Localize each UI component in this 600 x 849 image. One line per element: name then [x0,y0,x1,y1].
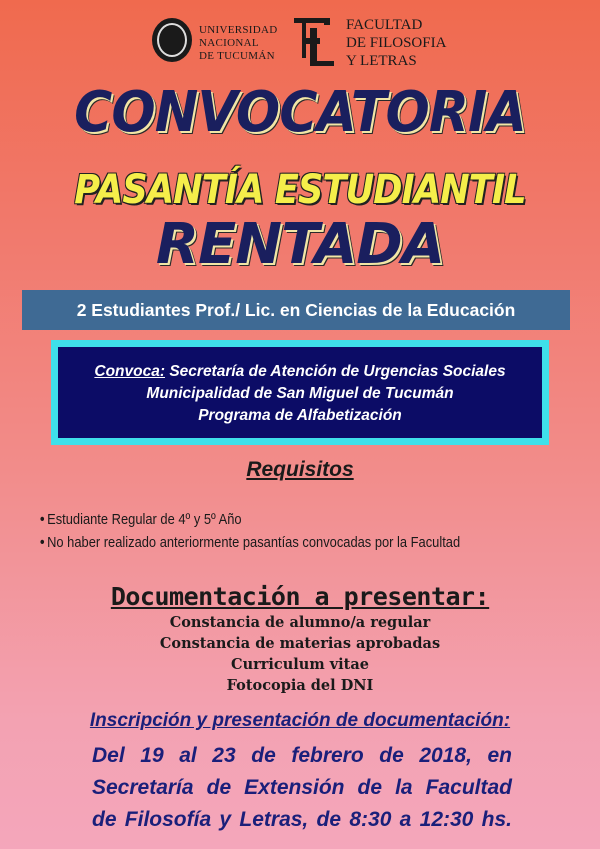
list-item [40,531,460,554]
faculty-name [346,16,446,70]
documentacion-list [0,612,600,696]
faculty-name-line: DE FILOSOFIA [346,35,447,51]
list-item-text: No haber realizado anteriormente pasantías convocadas por la Facultad [47,534,461,551]
convoca-line-3: Programa de Alfabetización [198,407,402,424]
inscripcion-line: de Filosofía y Letras, de 8:30 a 12:30 hs. [92,808,512,831]
documentacion-heading: Documentación a presentar: [110,582,490,611]
bullet-icon: • [40,534,45,551]
university-name-line: DE TUCUMÁN [199,50,275,62]
list-item: Constancia de materias aprobadas [159,635,441,652]
university-seal-icon [152,18,192,62]
requisitos-heading: Requisitos [246,458,354,481]
list-item-text: Estudiante Regular de 4º y 5º Año [47,511,242,528]
convoca-box-inner [58,347,542,438]
requisitos-list [40,508,529,554]
inscripcion-line: Del 19 al 23 de febrero de 2018, en [92,744,512,767]
list-item [40,508,460,531]
convoca-line-1 [58,361,542,383]
title-rentada: RENTADA [155,212,445,277]
inscripcion-details [92,740,512,836]
convoca-label: Convoca: [94,363,166,380]
inscripcion-line: Secretaría de Extensión de la Facultad [92,776,512,799]
list-item: Constancia de alumno/a regular [169,614,431,631]
bullet-icon: • [40,511,45,528]
university-name-line: NACIONAL [199,37,259,49]
ffyl-monogram-icon [290,14,338,70]
convoca-box [51,340,549,445]
convoca-organization: Secretaría de Atención de Urgencias Sociales [169,363,506,380]
inscripcion-heading: Inscripción y presentación de documentación: [89,710,511,731]
university-name [199,24,289,63]
positions-banner: 2 Estudiantes Prof./ Lic. en Ciencias de la Educación [22,290,570,330]
list-item: Curriculum vitae [231,656,369,673]
convoca-line-2: Municipalidad de San Miguel de Tucumán [146,385,454,402]
university-name-line: UNIVERSIDAD [199,24,278,36]
faculty-name-line: FACULTAD [346,17,423,33]
title-pasantia: PASANTÍA ESTUDIANTIL [74,167,526,213]
title-convocatoria: CONVOCATORIA [74,80,526,145]
faculty-name-line: Y LETRAS [346,53,417,69]
list-item: Fotocopia del DNI [226,677,374,694]
